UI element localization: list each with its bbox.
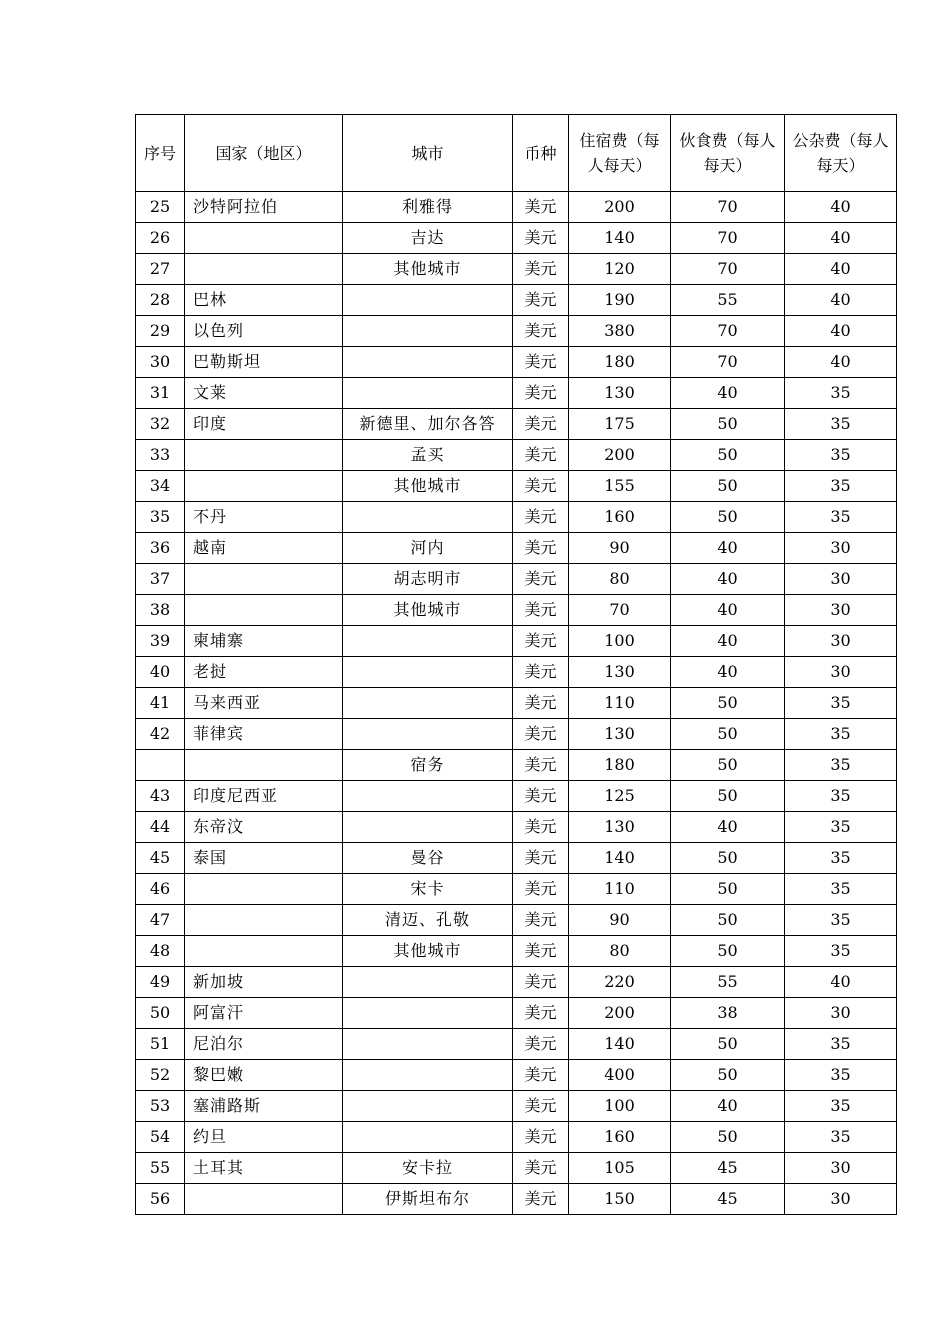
cell-currency: 美元	[513, 254, 569, 285]
header-city: 城市	[343, 115, 513, 192]
cell-lodging: 125	[569, 781, 671, 812]
cell-currency: 美元	[513, 719, 569, 750]
cell-misc: 30	[785, 1153, 897, 1184]
cell-city	[343, 626, 513, 657]
cell-no: 54	[136, 1122, 185, 1153]
cell-country: 越南	[185, 533, 343, 564]
cell-misc: 30	[785, 533, 897, 564]
table-row	[136, 657, 897, 688]
cell-country: 土耳其	[185, 1153, 343, 1184]
cell-misc: 35	[785, 781, 897, 812]
cell-currency: 美元	[513, 471, 569, 502]
cell-lodging: 130	[569, 657, 671, 688]
cell-currency: 美元	[513, 440, 569, 471]
cell-no: 30	[136, 347, 185, 378]
table-row	[136, 1060, 897, 1091]
cell-meals: 45	[671, 1184, 785, 1215]
table-row	[136, 564, 897, 595]
cell-currency: 美元	[513, 781, 569, 812]
table-body	[136, 192, 897, 1215]
cell-currency: 美元	[513, 502, 569, 533]
cell-no: 42	[136, 719, 185, 750]
cell-lodging: 70	[569, 595, 671, 626]
cell-meals: 50	[671, 936, 785, 967]
cell-misc: 35	[785, 812, 897, 843]
cell-currency: 美元	[513, 564, 569, 595]
cell-currency: 美元	[513, 1153, 569, 1184]
table-row	[136, 254, 897, 285]
cell-country	[185, 874, 343, 905]
cell-misc: 30	[785, 998, 897, 1029]
cell-misc: 40	[785, 316, 897, 347]
cell-country: 菲律宾	[185, 719, 343, 750]
cell-no: 49	[136, 967, 185, 998]
cell-no: 41	[136, 688, 185, 719]
header-currency: 币种	[513, 115, 569, 192]
cell-country: 老挝	[185, 657, 343, 688]
header-lodging: 住宿费（每人每天）	[569, 115, 671, 192]
cell-currency: 美元	[513, 874, 569, 905]
cell-no: 33	[136, 440, 185, 471]
table-row	[136, 378, 897, 409]
cell-currency: 美元	[513, 998, 569, 1029]
cell-no: 47	[136, 905, 185, 936]
cell-lodging: 160	[569, 502, 671, 533]
cell-lodging: 190	[569, 285, 671, 316]
cell-no: 55	[136, 1153, 185, 1184]
cell-city: 宿务	[343, 750, 513, 781]
cell-currency: 美元	[513, 378, 569, 409]
cell-currency: 美元	[513, 967, 569, 998]
cell-city: 曼谷	[343, 843, 513, 874]
cell-no: 51	[136, 1029, 185, 1060]
cell-no: 44	[136, 812, 185, 843]
cell-misc: 35	[785, 688, 897, 719]
cell-country	[185, 1184, 343, 1215]
cell-city	[343, 781, 513, 812]
cell-misc: 35	[785, 440, 897, 471]
cell-meals: 50	[671, 719, 785, 750]
cell-lodging: 105	[569, 1153, 671, 1184]
cell-no: 27	[136, 254, 185, 285]
cell-country: 尼泊尔	[185, 1029, 343, 1060]
table-row	[136, 874, 897, 905]
cell-country	[185, 254, 343, 285]
cell-city: 宋卡	[343, 874, 513, 905]
cell-no: 56	[136, 1184, 185, 1215]
table-row	[136, 595, 897, 626]
cell-currency: 美元	[513, 750, 569, 781]
cell-lodging: 110	[569, 874, 671, 905]
table-row	[136, 285, 897, 316]
cell-lodging: 380	[569, 316, 671, 347]
cell-misc: 35	[785, 1122, 897, 1153]
table-row	[136, 967, 897, 998]
cell-misc: 35	[785, 874, 897, 905]
cell-misc: 35	[785, 905, 897, 936]
cell-lodging: 90	[569, 905, 671, 936]
cell-country: 以色列	[185, 316, 343, 347]
cell-meals: 50	[671, 874, 785, 905]
cell-lodging: 150	[569, 1184, 671, 1215]
cell-city: 安卡拉	[343, 1153, 513, 1184]
table-row	[136, 626, 897, 657]
cell-country: 印度	[185, 409, 343, 440]
cell-currency: 美元	[513, 812, 569, 843]
cell-lodging: 200	[569, 998, 671, 1029]
cell-country: 阿富汗	[185, 998, 343, 1029]
cell-misc: 30	[785, 1184, 897, 1215]
cell-misc: 30	[785, 626, 897, 657]
cell-country	[185, 905, 343, 936]
cell-no: 39	[136, 626, 185, 657]
cell-lodging: 175	[569, 409, 671, 440]
table-row	[136, 316, 897, 347]
header-no: 序号	[136, 115, 185, 192]
cell-meals: 45	[671, 1153, 785, 1184]
cell-lodging: 100	[569, 626, 671, 657]
cell-misc: 35	[785, 1029, 897, 1060]
table-row	[136, 1153, 897, 1184]
cell-lodging: 180	[569, 347, 671, 378]
cell-no: 37	[136, 564, 185, 595]
cell-misc: 35	[785, 1091, 897, 1122]
cell-city	[343, 688, 513, 719]
cell-country	[185, 471, 343, 502]
cell-misc: 40	[785, 223, 897, 254]
cell-no: 40	[136, 657, 185, 688]
cell-currency: 美元	[513, 347, 569, 378]
cell-lodging: 100	[569, 1091, 671, 1122]
table-row	[136, 1122, 897, 1153]
cell-currency: 美元	[513, 843, 569, 874]
cell-no: 45	[136, 843, 185, 874]
cell-misc: 35	[785, 750, 897, 781]
header-misc: 公杂费（每人每天）	[785, 115, 897, 192]
cell-no: 26	[136, 223, 185, 254]
cell-misc: 35	[785, 502, 897, 533]
table-row	[136, 347, 897, 378]
cell-misc: 40	[785, 347, 897, 378]
cell-city	[343, 719, 513, 750]
cell-country: 不丹	[185, 502, 343, 533]
cell-currency: 美元	[513, 192, 569, 223]
cell-no: 53	[136, 1091, 185, 1122]
cell-currency: 美元	[513, 1184, 569, 1215]
cell-currency: 美元	[513, 1091, 569, 1122]
cell-no: 25	[136, 192, 185, 223]
cell-meals: 70	[671, 223, 785, 254]
cell-currency: 美元	[513, 1060, 569, 1091]
cell-meals: 40	[671, 1091, 785, 1122]
cell-city: 胡志明市	[343, 564, 513, 595]
cell-country	[185, 595, 343, 626]
table-row	[136, 533, 897, 564]
cell-meals: 55	[671, 967, 785, 998]
table-row	[136, 936, 897, 967]
header-row	[136, 115, 897, 192]
cell-lodging: 160	[569, 1122, 671, 1153]
cell-meals: 50	[671, 502, 785, 533]
cell-currency: 美元	[513, 595, 569, 626]
cell-currency: 美元	[513, 1029, 569, 1060]
cell-country: 印度尼西亚	[185, 781, 343, 812]
table-row	[136, 471, 897, 502]
cell-city: 河内	[343, 533, 513, 564]
cell-city	[343, 378, 513, 409]
cell-lodging: 110	[569, 688, 671, 719]
cell-meals: 50	[671, 781, 785, 812]
cell-city: 孟买	[343, 440, 513, 471]
cell-lodging: 130	[569, 378, 671, 409]
cell-city: 伊斯坦布尔	[343, 1184, 513, 1215]
cell-lodging: 80	[569, 936, 671, 967]
cell-lodging: 140	[569, 843, 671, 874]
cell-meals: 70	[671, 192, 785, 223]
cell-country: 新加坡	[185, 967, 343, 998]
cell-no: 46	[136, 874, 185, 905]
cell-city: 新德里、加尔各答	[343, 409, 513, 440]
cell-lodging: 130	[569, 812, 671, 843]
table-row	[136, 223, 897, 254]
cell-no: 32	[136, 409, 185, 440]
cell-city	[343, 657, 513, 688]
cell-lodging: 400	[569, 1060, 671, 1091]
cell-no: 50	[136, 998, 185, 1029]
cell-meals: 50	[671, 471, 785, 502]
cell-misc: 35	[785, 471, 897, 502]
table-row	[136, 905, 897, 936]
cell-currency: 美元	[513, 905, 569, 936]
cell-lodging: 80	[569, 564, 671, 595]
cell-misc: 40	[785, 967, 897, 998]
cell-meals: 50	[671, 843, 785, 874]
cell-no: 43	[136, 781, 185, 812]
cell-misc: 40	[785, 254, 897, 285]
cell-meals: 40	[671, 378, 785, 409]
cell-country	[185, 223, 343, 254]
cell-country: 约旦	[185, 1122, 343, 1153]
cell-no: 52	[136, 1060, 185, 1091]
cell-country: 马来西亚	[185, 688, 343, 719]
cell-meals: 40	[671, 657, 785, 688]
cell-no: 35	[136, 502, 185, 533]
cell-city: 其他城市	[343, 254, 513, 285]
cell-no: 28	[136, 285, 185, 316]
cell-no: 48	[136, 936, 185, 967]
cell-meals: 70	[671, 316, 785, 347]
cell-lodging: 130	[569, 719, 671, 750]
cell-city	[343, 1029, 513, 1060]
cell-misc: 30	[785, 657, 897, 688]
table-row	[136, 688, 897, 719]
cell-misc: 35	[785, 936, 897, 967]
cell-city	[343, 316, 513, 347]
cell-meals: 50	[671, 440, 785, 471]
cell-lodging: 155	[569, 471, 671, 502]
cell-country: 塞浦路斯	[185, 1091, 343, 1122]
cell-country	[185, 564, 343, 595]
cell-misc: 35	[785, 378, 897, 409]
cell-city	[343, 998, 513, 1029]
expense-standards-table	[135, 114, 897, 1215]
cell-currency: 美元	[513, 316, 569, 347]
cell-city	[343, 502, 513, 533]
cell-currency: 美元	[513, 936, 569, 967]
cell-meals: 70	[671, 347, 785, 378]
cell-lodging: 220	[569, 967, 671, 998]
cell-meals: 70	[671, 254, 785, 285]
cell-country: 柬埔寨	[185, 626, 343, 657]
cell-lodging: 120	[569, 254, 671, 285]
cell-lodging: 140	[569, 1029, 671, 1060]
cell-currency: 美元	[513, 657, 569, 688]
cell-city: 其他城市	[343, 471, 513, 502]
cell-meals: 50	[671, 1122, 785, 1153]
cell-city: 吉达	[343, 223, 513, 254]
cell-lodging: 180	[569, 750, 671, 781]
cell-no: 34	[136, 471, 185, 502]
cell-currency: 美元	[513, 285, 569, 316]
cell-currency: 美元	[513, 409, 569, 440]
cell-no: 29	[136, 316, 185, 347]
cell-city	[343, 1091, 513, 1122]
cell-currency: 美元	[513, 533, 569, 564]
table-row	[136, 843, 897, 874]
cell-lodging: 200	[569, 192, 671, 223]
cell-city: 利雅得	[343, 192, 513, 223]
cell-city	[343, 967, 513, 998]
table-row	[136, 781, 897, 812]
cell-country: 文莱	[185, 378, 343, 409]
cell-meals: 50	[671, 409, 785, 440]
cell-misc: 40	[785, 192, 897, 223]
cell-lodging: 140	[569, 223, 671, 254]
cell-city	[343, 347, 513, 378]
cell-meals: 50	[671, 1029, 785, 1060]
cell-misc: 35	[785, 1060, 897, 1091]
cell-country	[185, 936, 343, 967]
cell-meals: 50	[671, 905, 785, 936]
cell-misc: 30	[785, 595, 897, 626]
cell-misc: 35	[785, 843, 897, 874]
cell-country: 东帝汶	[185, 812, 343, 843]
cell-lodging: 200	[569, 440, 671, 471]
table-row	[136, 998, 897, 1029]
cell-city	[343, 1122, 513, 1153]
header-meals: 伙食费（每人每天）	[671, 115, 785, 192]
cell-meals: 50	[671, 688, 785, 719]
cell-meals: 40	[671, 533, 785, 564]
cell-no	[136, 750, 185, 781]
cell-meals: 38	[671, 998, 785, 1029]
cell-city	[343, 285, 513, 316]
table-row	[136, 1184, 897, 1215]
cell-lodging: 90	[569, 533, 671, 564]
cell-country	[185, 750, 343, 781]
cell-meals: 40	[671, 595, 785, 626]
cell-currency: 美元	[513, 1122, 569, 1153]
table-row	[136, 1091, 897, 1122]
cell-country: 巴林	[185, 285, 343, 316]
table-row	[136, 192, 897, 223]
cell-meals: 40	[671, 626, 785, 657]
cell-currency: 美元	[513, 626, 569, 657]
table-row	[136, 812, 897, 843]
cell-currency: 美元	[513, 688, 569, 719]
cell-no: 38	[136, 595, 185, 626]
cell-currency: 美元	[513, 223, 569, 254]
table-row	[136, 440, 897, 471]
cell-country: 巴勒斯坦	[185, 347, 343, 378]
cell-misc: 30	[785, 564, 897, 595]
cell-meals: 55	[671, 285, 785, 316]
cell-meals: 50	[671, 1060, 785, 1091]
cell-meals: 40	[671, 812, 785, 843]
cell-no: 31	[136, 378, 185, 409]
table-row	[136, 502, 897, 533]
cell-city: 其他城市	[343, 595, 513, 626]
cell-country: 黎巴嫩	[185, 1060, 343, 1091]
cell-city	[343, 1060, 513, 1091]
table-row	[136, 719, 897, 750]
cell-country: 泰国	[185, 843, 343, 874]
cell-meals: 50	[671, 750, 785, 781]
header-country: 国家（地区）	[185, 115, 343, 192]
cell-country: 沙特阿拉伯	[185, 192, 343, 223]
cell-meals: 40	[671, 564, 785, 595]
table-row	[136, 409, 897, 440]
cell-misc: 40	[785, 285, 897, 316]
table-row	[136, 750, 897, 781]
cell-misc: 35	[785, 719, 897, 750]
cell-city	[343, 812, 513, 843]
cell-no: 36	[136, 533, 185, 564]
cell-city: 其他城市	[343, 936, 513, 967]
cell-misc: 35	[785, 409, 897, 440]
cell-country	[185, 440, 343, 471]
cell-city: 清迈、孔敬	[343, 905, 513, 936]
table-row	[136, 1029, 897, 1060]
